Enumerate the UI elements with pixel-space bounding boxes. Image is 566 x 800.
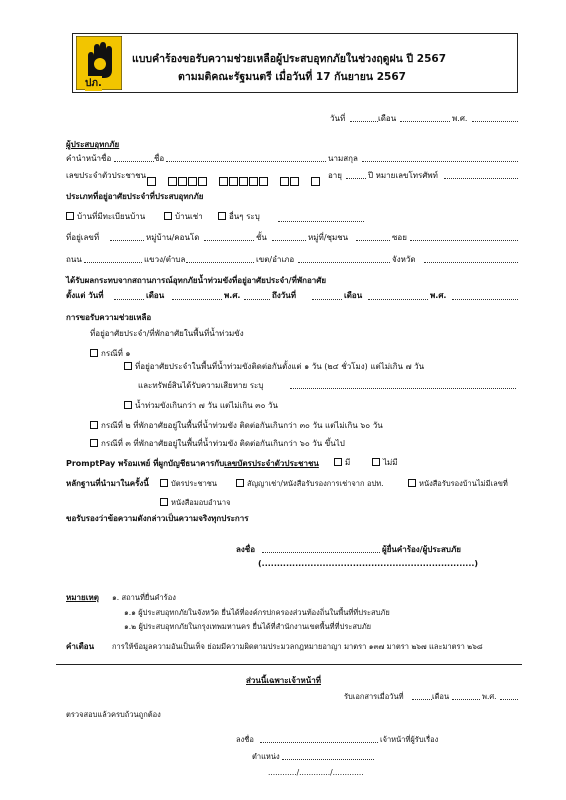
soi-label: ซอย [392,233,407,242]
notes-label: หมายเหตุ [66,593,99,602]
officer-month-label: เดือน [432,692,450,701]
impact-year2-label: พ.ศ. [430,291,447,300]
officer-heading: ส่วนนี้เฉพาะเจ้าหน้าที่ [246,676,321,685]
evidence-opt3[interactable]: หนังสือรับรองบ้านไม่มีเลขที่ [408,479,508,489]
case1[interactable]: กรณีที่ ๑ [90,349,130,359]
floor-label: ชั้น [256,233,267,242]
phone-field[interactable] [444,178,518,179]
age-field[interactable] [346,178,366,179]
note-1: ๑. สถานที่ยื่นคำร้อง [112,593,176,602]
officer-position-field[interactable] [282,759,374,760]
promptpay-label: PromptPay พร้อมเพย์ ที่ผูกบัญชีธนาคารกับเลขบัตรประจำตัวประชาชน [66,459,319,468]
officer-month-field[interactable] [452,699,480,700]
signature-label: ลงชื่อ [236,545,256,554]
impact-to-year-field[interactable] [452,299,518,300]
district-label: เขต/อำเภอ [256,255,295,264]
checkbox[interactable] [334,458,342,466]
impact-month-label: เดือน [146,291,165,300]
name-label: ชื่อ [154,154,165,163]
name-field[interactable] [166,161,326,162]
dpm-logo [76,36,122,90]
officer-position-label: ตำแหน่ง [252,752,280,761]
residence-heading: ประเภทที่อยู่อาศัยประจำที่ประสบอุทกภัย [66,192,204,201]
prefix-field[interactable] [114,161,154,162]
officer-date[interactable]: ............/............./............. [268,768,364,777]
checkbox[interactable] [160,498,168,506]
date-year-label: พ.ศ. [452,114,468,123]
case3[interactable]: กรณีที่ ๓ ที่พักอาศัยอยู่ในพื้นที่น้ำท่วมขัง ติดต่อกันเกินกว่า ๖๐ วัน ขึ้นไป [90,439,345,449]
checkbox[interactable] [90,349,98,357]
impact-to-day-field[interactable] [312,299,342,300]
form-title-line1: แบบคำร้องขอรับความช่วยเหลือผู้ประสบอุทกภัยในช่วงฤดูฝน ปี 2567 [132,53,447,65]
request-sub: ที่อยู่อาศัยประจำ/ที่พักอาศัยในพื้นที่น้ำท่วมขัง [90,329,244,338]
note-1-1: ๑.๑ ผู้ประสบอุทกภัยในจังหวัด ยื่นได้ที่องค์กรปกครองส่วนท้องถิ่นในพื้นที่ที่ประสบภัย [124,608,390,617]
note-1-2: ๑.๒ ผู้ประสบอุทกภัยในกรุงเทพมหานคร ยื่นได้ที่สำนักงานเขตพื้นที่ที่ประสบภัย [124,622,372,631]
checkbox[interactable] [164,212,172,220]
checkbox[interactable] [90,421,98,429]
checkbox[interactable] [90,439,98,447]
impact-from-month-field[interactable] [172,299,222,300]
impact-month2-label: เดือน [344,291,363,300]
promptpay-no[interactable]: ไม่มี [372,458,398,468]
date-month-field[interactable] [400,121,450,122]
checkbox[interactable] [236,479,244,487]
date-year-field[interactable] [472,121,518,122]
checkbox[interactable] [124,362,132,370]
case1a-cont: และทรัพย์สินได้รับความเสียหาย ระบุ [138,381,264,390]
signature-role: ผู้ยื่นคำร้อง/ผู้ประสบภัย [382,545,461,554]
district-field[interactable] [298,262,390,263]
province-label: จังหวัด [392,255,416,264]
officer-day-field[interactable] [412,699,432,700]
officer-role: เจ้าหน้าที่ผู้รับเรื่อง [380,735,439,744]
soi-field[interactable] [410,240,518,241]
impact-from-day-field[interactable] [114,299,144,300]
checkbox[interactable] [124,401,132,409]
officer-sign-field[interactable] [260,742,378,743]
checkbox[interactable] [372,458,380,466]
village-label: หมู่ที่/ชุมชน [308,233,349,242]
officer-checked: ตรวจสอบแล้วครบถ้วนถูกต้อง [66,710,161,719]
impact-to-month-field[interactable] [368,299,428,300]
certify-text: ขอรับรองว่าข้อความดังกล่าวเป็นความจริงทุกประการ [66,514,249,523]
moo-field[interactable] [204,240,254,241]
divider [56,664,522,665]
checkbox[interactable] [408,479,416,487]
id-number-boxes[interactable] [147,170,321,182]
officer-year-field[interactable] [500,699,518,700]
road-field[interactable] [84,262,142,263]
checkbox[interactable] [160,479,168,487]
checkbox[interactable] [66,212,74,220]
surname-field[interactable] [362,161,518,162]
residence-opt3[interactable]: อื่นๆ ระบุ [218,212,260,222]
residence-other-field[interactable] [278,221,364,222]
date-day-label: วันที่ [330,114,346,123]
logo-text: ปภ. [85,78,102,89]
subdistrict-field[interactable] [186,262,254,263]
officer-year-label: พ.ศ. [482,692,497,701]
evidence-label: หลักฐานที่นำมาในครั้งนี้ [66,479,149,488]
surname-label: นามสกุล [328,154,358,163]
evidence-opt4[interactable]: หนังสือมอบอำนาจ [160,498,230,508]
promptpay-yes[interactable]: มี [334,458,350,468]
id-digit-box[interactable] [147,177,156,186]
impact-from-label: ตั้งแต่ วันที่ [66,291,104,300]
id-label: เลขประจำตัวประชาชน [66,171,147,180]
officer-sign-label: ลงชื่อ [236,735,254,744]
date-day-field[interactable] [350,121,378,122]
province-field[interactable] [424,262,518,263]
house-no-label: ที่อยู่เลขที่ [66,233,100,242]
signature-field[interactable] [262,552,380,553]
victim-heading: ผู้ประสบอุทกภัย [66,140,120,149]
warning-text: การให้ข้อมูลความอันเป็นเท็จ ย่อมมีความผิดตามประมวลกฎหมายอาญา มาตรา ๑๓๗ มาตรา ๒๖๗ และมาตรา ๒๖๘ [112,642,483,651]
residence-opt2[interactable]: บ้านเช่า [164,212,203,222]
warning-label: คำเตือน [66,642,95,651]
damage-detail-field[interactable] [290,388,516,389]
form-title-line2: ตามมติคณะรัฐมนตรี เมื่อวันที่ 17 กันยายน 2567 [178,71,406,83]
officer-received-label: รับเอกสารเมื่อวันที่ [344,692,404,701]
checkbox[interactable] [218,212,226,220]
residence-opt1[interactable]: บ้านที่มีทะเบียนบ้าน [66,212,145,222]
impact-year-label: พ.ศ. [224,291,241,300]
house-no-field[interactable] [110,240,144,241]
prefix-label: คำนำหน้าชื่อ [66,154,112,163]
subdistrict-label: แขวง/ตำบล [144,255,186,264]
road-label: ถนน [66,255,82,264]
case1a[interactable]: ที่อยู่อาศัยประจำในพื้นที่น้ำท่วมขังติดต่อกันตั้งแต่ ๑ วัน (๒๔ ชั่วโมง) แต่ไม่เกิน ๗ วัน [124,362,424,372]
case1b[interactable]: น้ำท่วมขังเกินกว่า ๗ วัน แต่ไม่เกิน ๓๐ วัน [124,401,278,411]
request-heading: การขอรับความช่วยเหลือ [66,313,152,322]
evidence-opt1[interactable]: บัตรประชาชน [160,479,217,489]
age-label: อายุ [328,171,342,180]
moo-label: หมู่บ้าน/คอนโด [146,233,200,242]
impact-to-label: ถึงวันที่ [272,291,296,300]
village-field[interactable] [356,240,390,241]
case2[interactable]: กรณีที่ ๒ ที่พักอาศัยอยู่ในพื้นที่น้ำท่วมขัง ติดต่อกันเกินกว่า ๓๐ วัน แต่ไม่เกิน ๖๐ วัน [90,421,383,431]
evidence-opt2[interactable]: สัญญาเช่า/หนังสือรับรองการเช่าจาก อปท. [236,479,384,489]
age-unit-phone-label: ปี หมายเลขโทรศัพท์ [368,171,438,180]
date-month-label: เดือน [378,114,397,123]
impact-from-year-field[interactable] [244,299,270,300]
floor-field[interactable] [272,240,306,241]
impact-heading: ได้รับผลกระทบจากสถานการณ์อุทกภัยน้ำท่วมขังที่อยู่อาศัยประจำ/ที่พักอาศัย [66,276,327,285]
signature-paren[interactable]: (......................................................................) [258,559,479,568]
